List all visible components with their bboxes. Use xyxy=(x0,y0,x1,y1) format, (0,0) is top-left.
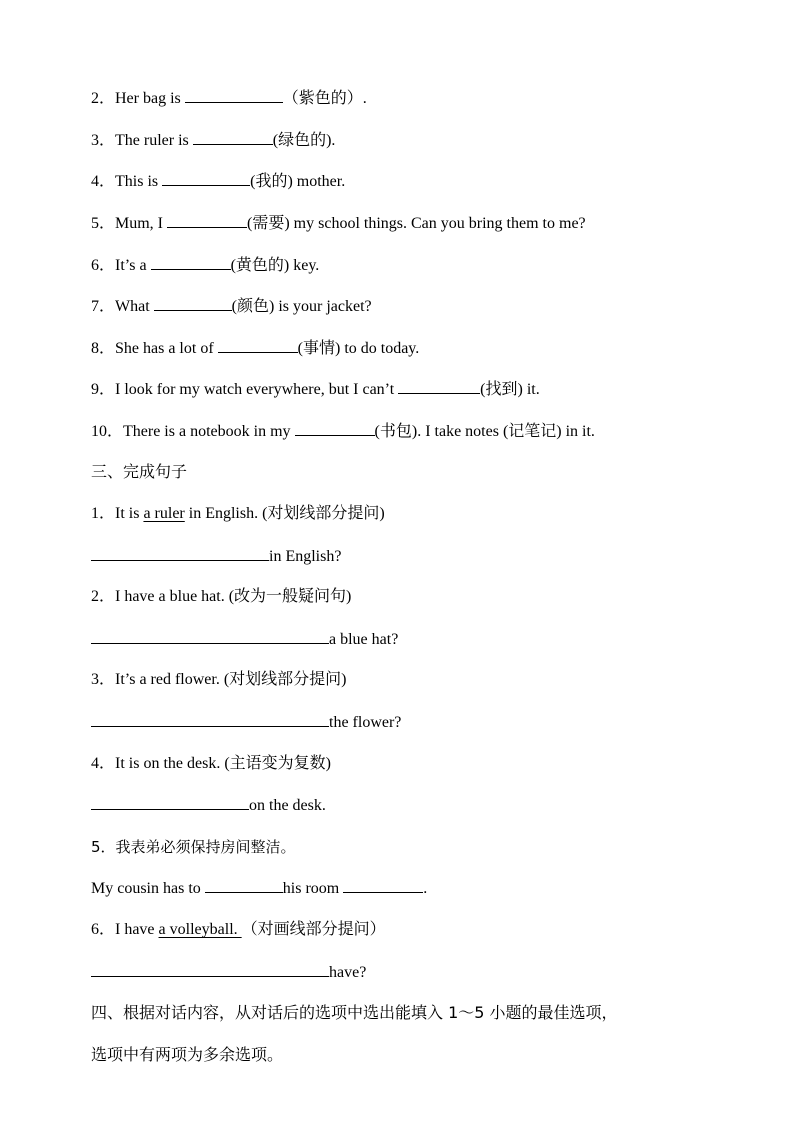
item-hint: (书包). I take notes (记笔记) in it. xyxy=(374,423,595,440)
fill-item-6 xyxy=(91,255,319,276)
answer-blank[interactable] xyxy=(91,546,269,561)
answer-text: . xyxy=(423,880,428,897)
answer-blank[interactable] xyxy=(91,629,329,644)
answer-blank[interactable] xyxy=(193,130,273,145)
fill-item-5 xyxy=(91,213,586,234)
s3-question-3: 3．It’s a red flower. (对划线部分提问) xyxy=(91,671,347,688)
item-text: 5．Mum, I xyxy=(91,215,168,232)
fill-item-8 xyxy=(91,338,419,359)
answer-blank[interactable] xyxy=(154,296,232,311)
item-text: 10．There is a notebook in my xyxy=(91,423,295,440)
item-text: 7．What xyxy=(91,298,154,315)
answer-blank[interactable] xyxy=(205,878,283,893)
fill-item-3 xyxy=(91,130,335,151)
answer-tail: in English? xyxy=(269,548,342,565)
item-text: 4．This is xyxy=(91,173,163,190)
s3-answer-3 xyxy=(91,712,401,733)
answer-tail: a blue hat? xyxy=(329,631,399,648)
answer-blank[interactable] xyxy=(91,962,329,977)
answer-blank[interactable] xyxy=(162,171,250,186)
underlined-part: a ruler xyxy=(143,505,185,522)
answer-tail: the flower? xyxy=(329,714,402,731)
answer-blank[interactable] xyxy=(218,338,298,353)
answer-blank[interactable] xyxy=(295,421,375,436)
s3-answer-4 xyxy=(91,795,326,816)
s3-question-6 xyxy=(91,920,386,940)
question-text: 6．I have xyxy=(91,921,159,938)
answer-blank[interactable] xyxy=(343,878,423,893)
answer-blank[interactable] xyxy=(398,379,480,394)
fill-item-2 xyxy=(91,88,367,109)
item-text: 6．It’s a xyxy=(91,257,151,274)
s3-answer-1 xyxy=(91,546,341,567)
s3-answer-2 xyxy=(91,629,398,650)
item-hint: (颜色) is your jacket? xyxy=(231,298,372,315)
question-text: （对画线部分提问） xyxy=(241,921,386,938)
s3-question-1 xyxy=(91,504,385,524)
answer-blank[interactable] xyxy=(91,795,249,810)
question-text: in English. (对划线部分提问) xyxy=(184,505,385,522)
s3-question-4: 4．It is on the desk. (主语变为复数) xyxy=(91,755,331,772)
s3-answer-5 xyxy=(91,878,427,899)
answer-blank[interactable] xyxy=(91,712,329,727)
fill-item-9 xyxy=(91,379,540,400)
item-hint: (绿色的). xyxy=(272,132,336,149)
underlined-part: a volleyball. xyxy=(158,921,242,938)
answer-tail: have? xyxy=(329,964,367,981)
answer-blank[interactable] xyxy=(185,88,283,103)
s3-question-2: 2．I have a blue hat. (改为一般疑问句) xyxy=(91,588,352,605)
section-4-title-line-1: 四、根据对话内容，从对话后的选项中选出能填入 1～5 小题的最佳选项， xyxy=(91,1003,618,1022)
item-hint: (我的) mother. xyxy=(250,173,346,190)
s3-answer-6 xyxy=(91,962,366,983)
answer-blank[interactable] xyxy=(151,255,231,270)
section-3-title: 三、完成句子 xyxy=(91,462,188,481)
item-text: 8．She has a lot of xyxy=(91,340,218,357)
answer-text: his room xyxy=(282,880,344,897)
fill-item-4 xyxy=(91,171,345,192)
question-text: 1．It is xyxy=(91,505,144,522)
item-hint: (找到) it. xyxy=(480,381,540,398)
section-4-title-line-2: 选项中有两项为多余选项。 xyxy=(91,1045,284,1064)
item-text: 2．Her bag is xyxy=(91,90,185,107)
answer-blank[interactable] xyxy=(167,213,247,228)
item-hint: (事情) to do today. xyxy=(297,340,420,357)
answer-tail: on the desk. xyxy=(249,797,326,814)
fill-item-7 xyxy=(91,296,372,317)
fill-item-10 xyxy=(91,421,595,442)
answer-text: My cousin has to xyxy=(91,880,205,897)
item-text: 3．The ruler is xyxy=(91,132,193,149)
item-hint: （紫色的）. xyxy=(282,90,367,107)
s3-question-5: 5．我表弟必须保持房间整洁。 xyxy=(91,838,296,856)
item-hint: (黄色的) key. xyxy=(230,257,320,274)
item-hint: (需要) my school things. Can you bring them to me? xyxy=(247,215,586,232)
item-text: 9．I look for my watch everywhere, but I can’t xyxy=(91,381,399,398)
